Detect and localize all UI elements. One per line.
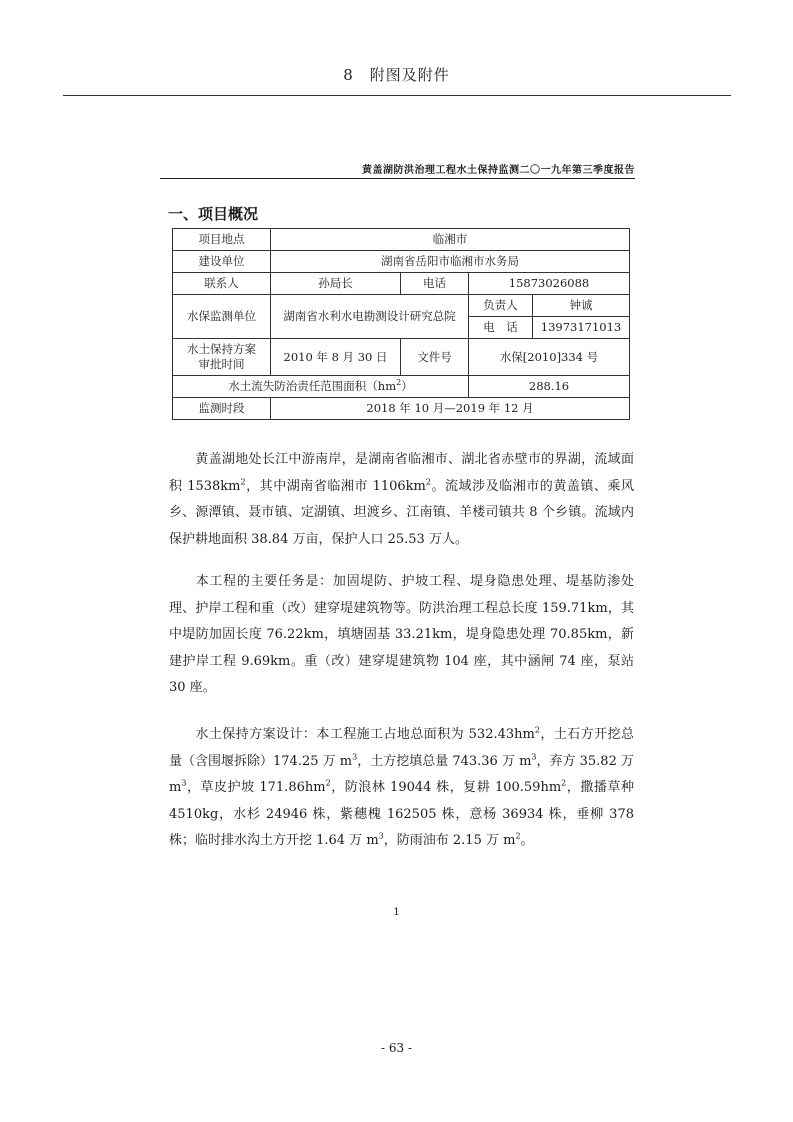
contact-value: 孙局长 bbox=[271, 273, 401, 295]
responsible-label: 负责人 bbox=[469, 295, 533, 317]
phone2-value: 13973171013 bbox=[533, 317, 630, 339]
area-value: 288.16 bbox=[469, 376, 630, 398]
area-label: 水土流失防治责任范围面积$(hm^2)$ bbox=[173, 376, 469, 398]
table-row bbox=[173, 273, 630, 295]
table-row bbox=[173, 251, 630, 273]
builder-value: 湖南省岳阳市临湘市水务局 bbox=[271, 251, 630, 273]
table-row bbox=[173, 229, 630, 251]
header-divider bbox=[63, 95, 731, 96]
period-value: 2018 年 10 月—2019 年 12 月 bbox=[271, 398, 630, 420]
phone-value: 15873026088 bbox=[469, 273, 630, 295]
period-label: 监测时段 bbox=[173, 398, 271, 420]
title-divider bbox=[160, 178, 635, 179]
paragraph-tasks: 本工程的主要任务是：加固堤防、护坡工程、堤身隐患处理、堤基防渗处理、护岸工程和重（改）建穿堤建筑物等。防洪治理工程总长度 159.71km，其中堤防加固长度 76.22km，填塘固基 33.21km，堤身隐患处理 70.85km，新建护岸工程 9.69km。重（改）建穿堤建筑物 104 座，其中涵闸 74 座，泵站 30 座。 bbox=[169, 574, 634, 695]
phone2-label: 电 话 bbox=[469, 317, 533, 339]
plan-approval-label-line1: 水土保持方案 bbox=[187, 342, 256, 357]
plan-approval-value: 2010 年 8 月 30 日 bbox=[271, 339, 401, 376]
responsible-value: 钟诚 bbox=[533, 295, 630, 317]
page-number: - 63 - bbox=[380, 1041, 412, 1055]
project-overview-table bbox=[172, 228, 630, 420]
paragraph-basin: 黄盖湖地处长江中游南岸，是湖南省临湘市、湖北省赤壁市的界湖，流域面积 $1538km^2$，其中湖南省临湘市 $1106km^2$。流域涉及临湘市的黄盖镇、乘风乡、源潭镇、聂市镇、定湖镇、坦渡乡、江南镇、羊楼司镇共 8 个乡镇。流域内保护耕地面积 38.84 万亩，保护人口 25.53 万人。 bbox=[169, 452, 634, 547]
phone-label: 电话 bbox=[401, 273, 469, 295]
table-row bbox=[173, 398, 630, 420]
contact-label: 联系人 bbox=[173, 273, 271, 295]
location-value: 临湘市 bbox=[271, 229, 630, 251]
doc-no-value: 水保[2010]334 号 bbox=[469, 339, 630, 376]
section-title: 一、项目概况 bbox=[168, 205, 259, 223]
plan-approval-label-line2: 审批时间 bbox=[198, 357, 245, 371]
table-row bbox=[173, 339, 630, 376]
monitor-unit-label: 水保监测单位 bbox=[173, 295, 271, 339]
monitor-unit-value: 湖南省水利水电勘测设计研究总院 bbox=[271, 295, 469, 339]
paragraph-soil-conservation: 水土保持方案设计：本工程施工占地总面积为 $532.43hm^2$，土石方开挖总量（含围堰拆除）174.25 万 $m^3$，土方挖填总量 743.36 万 $m^3$，弃方 35.82 万 $m^3$，草皮护坡 $171.86hm^2$，防浪林 19044 株，复耕 $100.59hm^2$，撒播草种 4510kg，水杉 24946 株，紫穗槐 162505 株，意杨 36934 株，垂柳 378 株；临时排水沟土方开挖 1.64 万 $m^3$，防雨油布 2.15 万 $m^2$。 bbox=[169, 725, 634, 848]
doc-no-label: 文件号 bbox=[401, 339, 469, 376]
plan-approval-label bbox=[173, 339, 271, 376]
table-row bbox=[173, 295, 630, 317]
builder-label: 建设单位 bbox=[173, 251, 271, 273]
location-label: 项目地点 bbox=[173, 229, 271, 251]
table-row bbox=[173, 376, 630, 398]
document-title: 黄盖湖防洪治理工程水土保持监测二〇一九年第三季度报告 bbox=[362, 165, 635, 176]
inner-page-marker: 1 bbox=[393, 907, 400, 918]
chapter-header: 8 附图及附件 bbox=[343, 66, 450, 84]
